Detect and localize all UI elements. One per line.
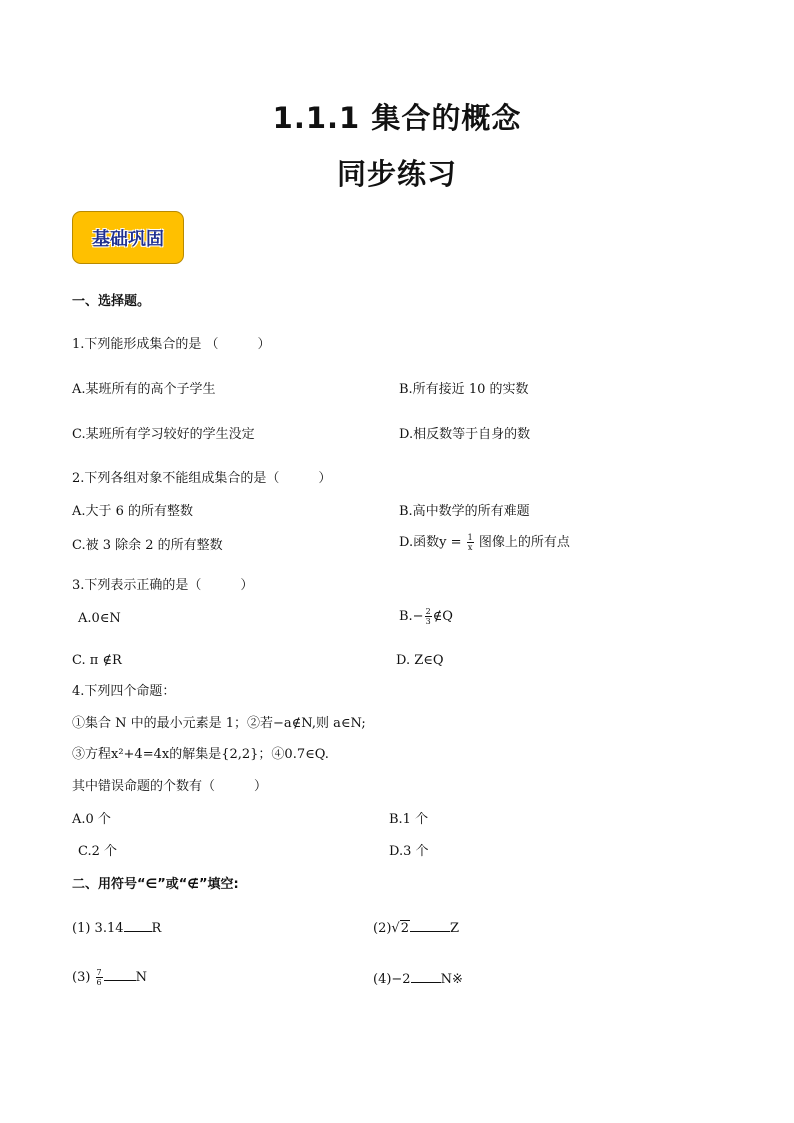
question-3-option-b xyxy=(399,607,453,626)
fill-item-2 xyxy=(373,919,459,938)
question-2-option-d xyxy=(399,533,570,552)
question-2-option-a: A.大于 6 的所有整数 xyxy=(72,504,194,519)
question-1-option-c: C.某班所有学习较好的学生没定 xyxy=(72,427,255,442)
question-2-option-c: C.被 3 除余 2 的所有整数 xyxy=(72,538,223,553)
section-heading-fill-in: 二、用符号“∈”或“∉”填空: xyxy=(72,877,239,892)
fill-4-suffix: N※ xyxy=(440,972,463,987)
question-2-option-b: B.高中数学的所有难题 xyxy=(399,504,530,519)
question-2-stem: 2.下列各组对象不能组成集合的是（ ） xyxy=(72,471,332,486)
question-1-stem: 1.下列能形成集合的是 （ ） xyxy=(72,337,271,352)
fraction-denominator: 6 xyxy=(96,978,102,987)
answer-blank[interactable] xyxy=(410,919,450,932)
fill-2-suffix: Z xyxy=(450,921,460,936)
question-3-option-a: A.0∈N xyxy=(78,611,121,626)
question-3-option-c: C. π ∉R xyxy=(72,653,122,668)
sqrt-symbol: √ xyxy=(391,921,400,936)
question-1-option-a: A.某班所有的高个子学生 xyxy=(72,382,216,397)
question-4-stem: 4.下列四个命题： xyxy=(72,684,176,699)
question-3-option-d: D. Z∈Q xyxy=(396,653,444,668)
fill-3-prefix: (3) xyxy=(72,970,95,985)
page-title: 1.1.1 集合的概念 xyxy=(272,101,522,135)
question-4-proposition-line-1: ①集合 N 中的最小元素是 1；②若−a∉N,则 a∈N; xyxy=(72,716,366,731)
section-heading-choice: 一、选择题。 xyxy=(72,294,151,309)
answer-blank[interactable] xyxy=(411,970,441,983)
fill-2-prefix: (2) xyxy=(373,921,392,936)
question-4-proposition-line-2: ③方程x²+4=4x的解集是{2,2}；④0.7∈Q. xyxy=(72,747,329,762)
fraction-numerator: 1 xyxy=(467,533,473,542)
fraction-denominator: x xyxy=(467,543,473,552)
sqrt-radicand: 2 xyxy=(400,921,409,936)
fraction-numerator: 7 xyxy=(96,968,102,977)
fraction xyxy=(467,533,474,552)
fill-1-suffix: R xyxy=(151,921,162,936)
fraction xyxy=(96,968,103,987)
question-3-stem: 3.下列表示正确的是（ ） xyxy=(72,578,254,593)
fill-item-4 xyxy=(373,970,463,989)
fill-item-1 xyxy=(72,919,161,938)
section-badge xyxy=(72,211,184,264)
option-b-prefix: B.− xyxy=(399,609,424,624)
question-4-option-d: D.3 个 xyxy=(389,844,429,859)
option-d-suffix: 图像上的所有点 xyxy=(474,535,570,550)
answer-blank[interactable] xyxy=(104,968,136,981)
fill-3-suffix: N xyxy=(135,970,148,985)
question-1-option-b: B.所有接近 10 的实数 xyxy=(399,382,529,397)
fill-1-prefix: (1) 3.14 xyxy=(72,921,124,936)
fill-4-prefix: (4)−2 xyxy=(373,972,411,987)
option-d-prefix: D.函数y = xyxy=(399,535,466,550)
fraction xyxy=(425,607,432,626)
question-4-option-b: B.1 个 xyxy=(389,812,429,827)
page-subtitle: 同步练习 xyxy=(336,157,457,191)
fill-item-3 xyxy=(72,968,147,987)
badge-label: 基础巩固 xyxy=(92,228,164,250)
fraction-denominator: 3 xyxy=(425,617,431,626)
option-b-suffix: ∉Q xyxy=(432,609,453,624)
answer-blank[interactable] xyxy=(124,919,152,932)
question-4-option-a: A.0 个 xyxy=(72,812,111,827)
question-4-option-c: C.2 个 xyxy=(78,844,118,859)
question-1-option-d: D.相反数等于自身的数 xyxy=(399,427,531,442)
question-4-ask: 其中错误命题的个数有（ ） xyxy=(72,779,268,794)
fraction-numerator: 2 xyxy=(425,607,431,616)
